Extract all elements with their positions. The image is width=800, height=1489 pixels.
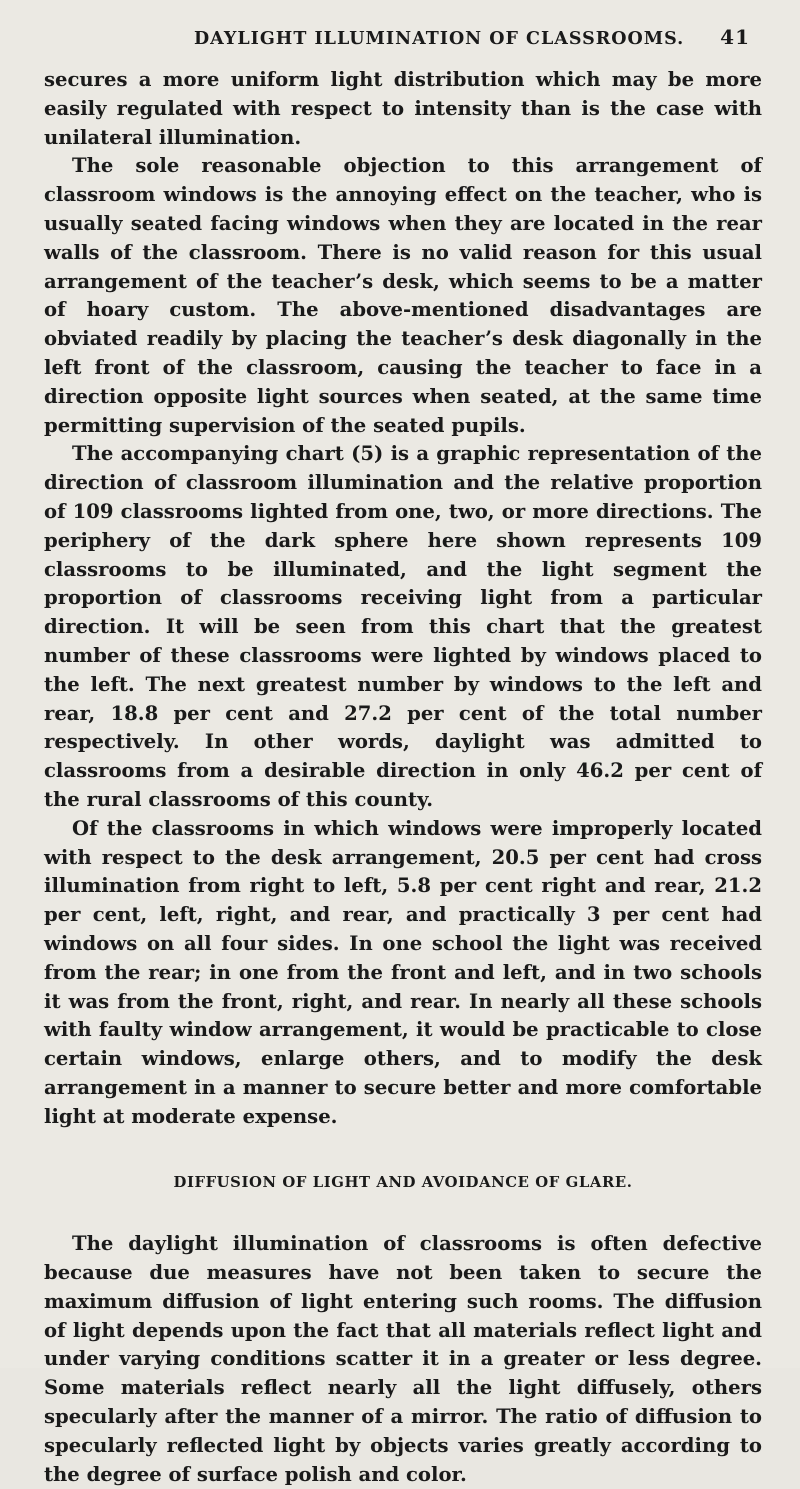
page-number: 41 [720,25,750,49]
paragraph-teacher-desk: The sole reasonable objection to this arrangement of classroom windows is the annoying effect on the teacher, who is usually seated facing windows when they are located in the rear walls of the classroom. There is no valid reason for this usual arrangement of the teacher’s desk, which seems to be a matter of hoary custom. The above-mentioned disadvantages are obviated readily by placing the teacher’s desk diagonally in the left front of the classroom, causing the teacher to face in a direction opposite light sources when seated, at the same time permitting supervision of the seated pupils. [44,154,762,437]
section-heading: DIFFUSION OF LIGHT AND AVOIDANCE OF GLARE. [173,1174,633,1192]
paragraph-improper-windows: Of the classrooms in which windows were improperly located with respect to the desk arrangement, 20.5 per cent had cross illumination from right to left, 5.8 per cent right and rear, 21.2 per cent, left, right, and rear, and practically 3 per cent had windows on all four sides. In one school the light was received from the rear; in one from the front and left, and in two schools it was from the front, right, and rear. In nearly all these schools with faulty window arrangement, it would be practicable to close certain windows, enlarge others, and to modify the desk arrangement in a manner to secure better and more comfortable light at moderate expense. [44,816,762,1128]
body-text [44,66,762,1489]
running-title: DAYLIGHT ILLUMINATION OF CLASSROOMS. [194,29,685,49]
paragraph-diffusion: The daylight illumination of classrooms is often defective because due measures have not been taken to secure the maximum diffusion of light entering such rooms. The diffusion of light depends upon the fact that all materials reflect light and under varying conditions scatter it in a greater or less degree. Some materials reflect nearly all the light diffusely, others specularly after the manner of a mirror. The ratio of diffusion to specularly reflected light by objects varies greatly according to the degree of surface polish and color. [44,1232,762,1486]
paragraph-chart-description: The accompanying chart (5) is a graphic representation of the direction of classroom illumination and the relative proportion of 109 classrooms lighted from one, two, or more directions. The periphery of the dark sphere here shown represents 109 classrooms to be illuminated, and the light segment the proportion of classrooms receiving light from a particular direction. It will be seen from this chart that the greatest number of these classrooms were lighted by windows placed to the left. The next greatest number by windows to the left and rear, 18.8 per cent and 27.2 per cent of the total number respectively. In other words, daylight was admitted to classrooms from a desirable direction in only 46.2 per cent of the rural classrooms of this county. [44,442,762,811]
paragraph-continued: secures a more uniform light distribution which may be more easily regulated with respect to intensity than is the case with unilateral illumination. [44,68,762,149]
running-head [44,22,762,66]
